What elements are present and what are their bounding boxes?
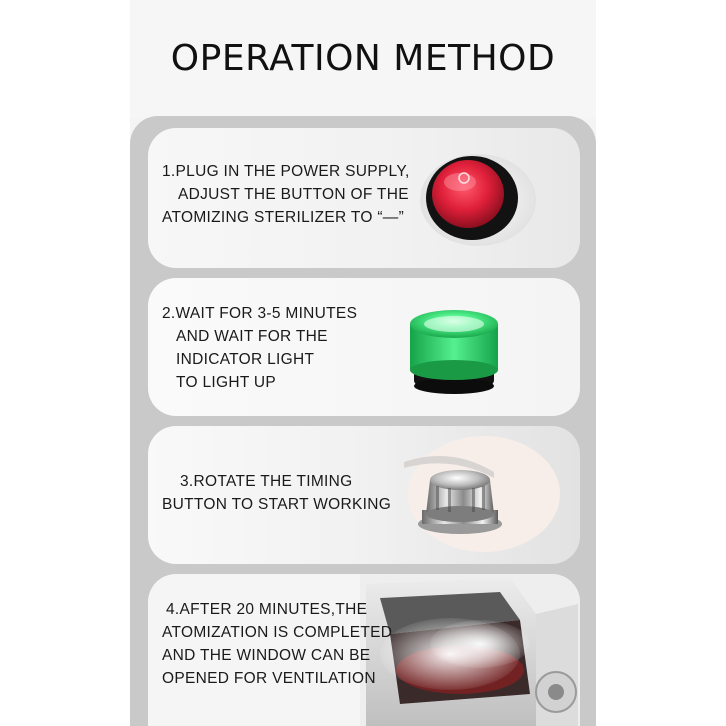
step-card-4	[148, 574, 580, 726]
step-3-line-1: 3.ROTATE THE TIMING	[180, 473, 353, 490]
step-4-line-1: 4.AFTER 20 MINUTES,THE	[166, 601, 368, 618]
step-4-line-2: ATOMIZATION IS COMPLETED	[162, 624, 393, 641]
timer-knob-icon	[404, 432, 580, 564]
step-1-line-3: ATOMIZING STERILIZER TO “—”	[162, 209, 405, 226]
step-2-line-3: INDICATOR LIGHT	[176, 351, 315, 368]
step-card-3	[148, 426, 580, 564]
red-rocker-switch-icon	[410, 142, 540, 254]
step-1-line-2: ADJUST THE BUTTON OF THE	[178, 186, 409, 203]
car-interior-mist-icon	[360, 574, 580, 726]
step-card-1	[148, 128, 580, 268]
step-1-line-1: 1.PLUG IN THE POWER SUPPLY,	[162, 163, 410, 180]
step-1-text	[162, 160, 410, 229]
step-card-2	[148, 278, 580, 416]
step-2-line-2: AND WAIT FOR THE	[176, 328, 328, 345]
step-4-text	[162, 598, 392, 690]
step-3-text	[162, 470, 391, 516]
step-4-line-3: AND THE WINDOW CAN BE	[162, 647, 371, 664]
step-2-line-4: TO LIGHT UP	[176, 374, 277, 391]
step-4-line-4: OPENED FOR VENTILATION	[162, 670, 376, 687]
step-2-line-1: 2.WAIT FOR 3-5 MINUTES	[162, 305, 358, 322]
step-2-text	[162, 302, 357, 394]
green-indicator-light-icon	[400, 296, 510, 400]
page-title: OPERATION METHOD	[170, 38, 556, 79]
step-3-line-2: BUTTON TO START WORKING	[162, 496, 392, 513]
